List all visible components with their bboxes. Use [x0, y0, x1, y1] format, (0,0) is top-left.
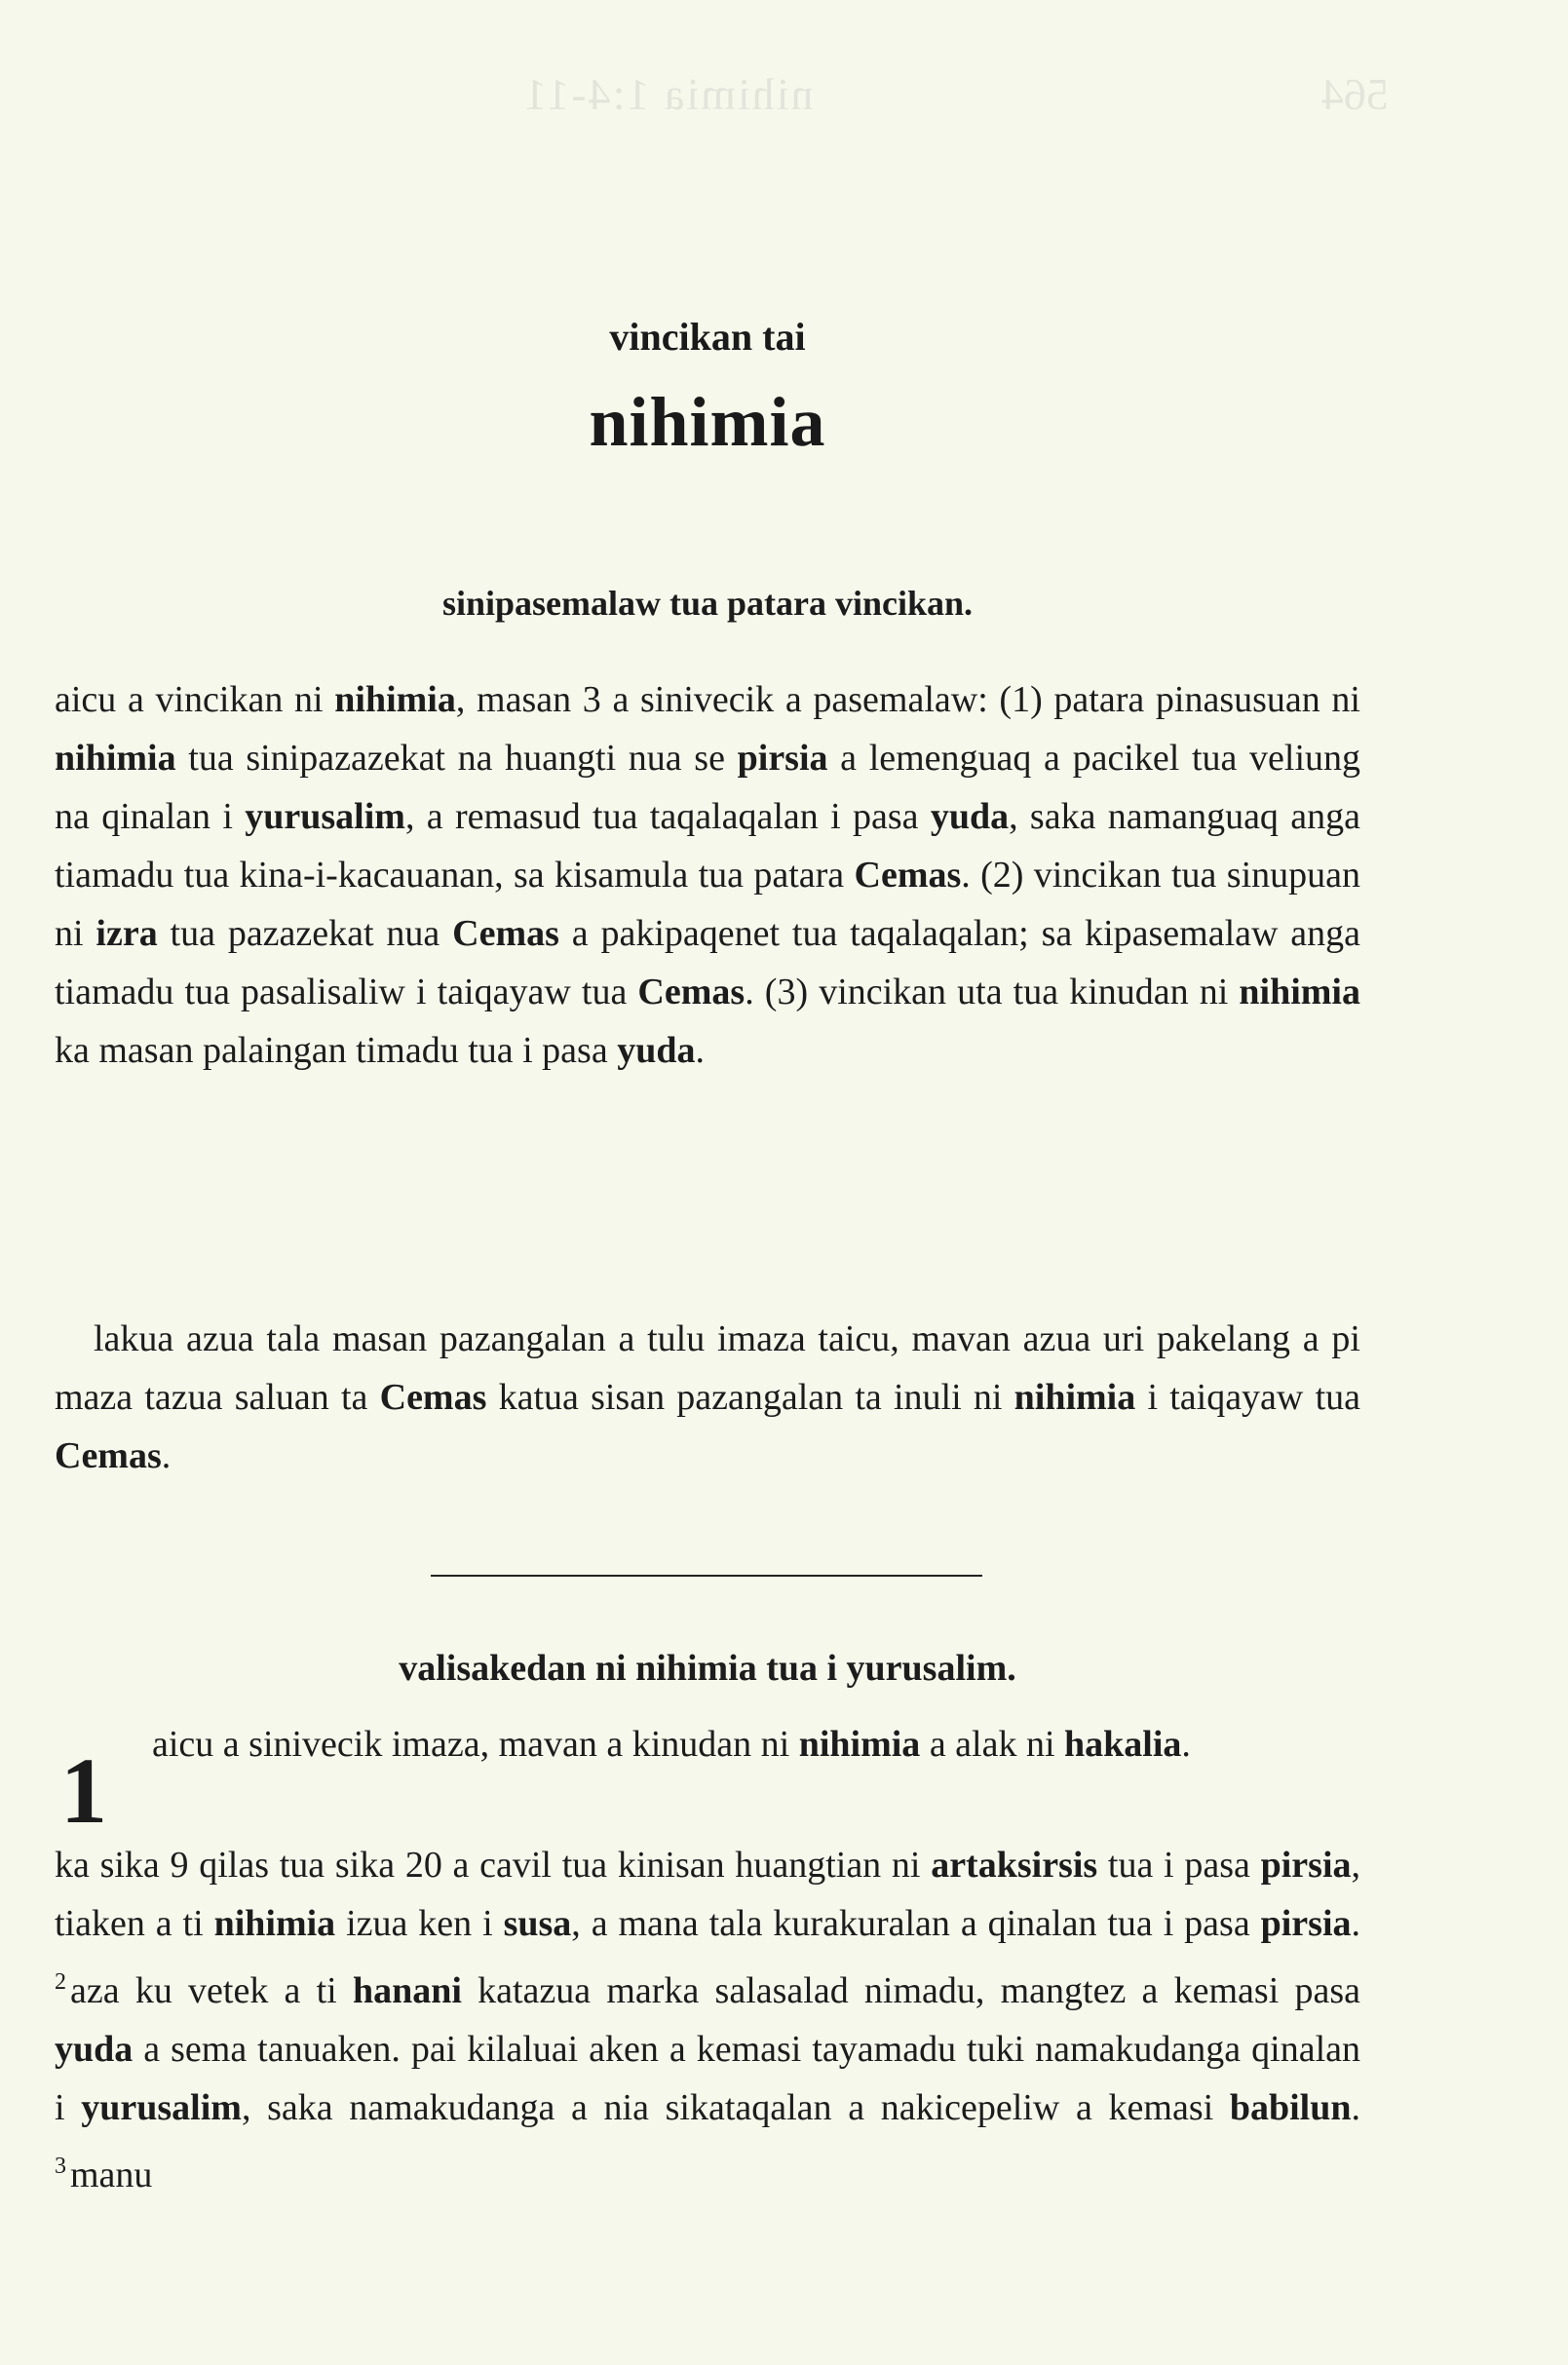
text-run: aicu a sinivecik imaza, mavan a kinudan ni — [152, 1724, 799, 1765]
bold-name: yuda — [930, 796, 1010, 837]
bold-name: yuda — [55, 2029, 134, 2070]
text-run: aza ku vetek a ti — [70, 1970, 353, 2011]
verse-number: 3 — [55, 2154, 66, 2179]
bold-name: yurusalim — [81, 2087, 242, 2128]
text-run: , tiaken a ti — [55, 1845, 1360, 1944]
text-run: . — [695, 1030, 705, 1071]
text-run: tua sinipazazekat na huangti nua se — [175, 738, 738, 779]
text-run: tua pazazekat nua — [157, 913, 453, 954]
bold-name: nihimia — [213, 1903, 336, 1944]
section-heading: valisakedan ni nihimia tua i yurusalim. — [399, 1648, 1016, 1689]
text-run: katazua marka salasalad nimadu, mangtez a kemasi pasa — [461, 1970, 1360, 2011]
text-run: , masan 3 a sinivecik a pasemalaw: (1) patara pinasusuan ni — [455, 679, 1360, 720]
text-run: i taiqayaw tua — [1135, 1377, 1360, 1418]
bold-name: yuda — [617, 1030, 696, 1071]
bold-name: hakalia — [1064, 1724, 1182, 1765]
bold-name: pirsia — [1260, 1845, 1352, 1886]
text-run: , saka namakudanga a nia sikataqalan a nakicepeliw a kemasi — [241, 2087, 1230, 2128]
chapter-paragraph — [55, 1836, 1360, 2204]
bold-name: pirsia — [1260, 1903, 1352, 1944]
bold-name: yurusalim — [245, 796, 405, 837]
intro-heading: sinipasemalaw tua patara vincikan. — [441, 584, 974, 623]
text-run: ka sika 9 qilas tua sika 20 a cavil tua kinisan huangtian ni — [55, 1845, 932, 1886]
text-run: , a remasud tua taqalaqalan i pasa — [404, 796, 931, 837]
intro-paragraph-1 — [55, 670, 1360, 1080]
text-run: . (3) vincikan uta tua kinudan ni — [745, 972, 1240, 1012]
bold-name: Cemas — [452, 913, 559, 954]
bleed-through-header: nihimia 1:4-11 — [522, 69, 814, 119]
text-run: a pakipaqenet tua taqalaqalan; sa kipasemalaw anga tiamadu tua pasalisaliw i taiqayaw tua — [55, 913, 1361, 1012]
bold-name: hanani — [352, 1970, 462, 2011]
verse-1 — [152, 1715, 1360, 1774]
text-run: . — [1181, 1724, 1191, 1765]
bold-name: Cemas — [637, 972, 746, 1012]
book-kicker: vincikan tai — [609, 315, 806, 359]
text-run: . — [1351, 2087, 1360, 2128]
bold-name: nihimia — [798, 1724, 921, 1765]
text-run: tua i pasa — [1097, 1845, 1261, 1886]
page — [55, 0, 1389, 2365]
text-run: ka masan palaingan timadu tua i pasa — [55, 1030, 618, 1071]
text-run: , a mana tala kurakuralan a qinalan tua i pasa — [571, 1903, 1261, 1944]
bold-name: nihimia — [334, 679, 456, 720]
text-run: . (2) vincikan tua sinupuan ni — [55, 855, 1360, 954]
bold-name: nihimia — [55, 738, 176, 779]
chapter-number: 1 — [60, 1738, 107, 1843]
book-title: nihimia — [589, 383, 826, 461]
intro-paragraph-2 — [55, 1310, 1360, 1485]
text-run: , saka namanguaq anga tiamadu tua kina-i-kacauanan, sa kisamula tua patara — [55, 796, 1360, 896]
text-run: izua ken i — [335, 1903, 504, 1944]
text-run: . — [1351, 1903, 1360, 1944]
bold-name: nihimia — [1013, 1377, 1136, 1418]
bold-name: babilun — [1229, 2087, 1352, 2128]
verse-number: 2 — [55, 1969, 66, 1995]
text-run: katua sisan pazangalan ta inuli ni — [486, 1377, 1014, 1418]
section-divider — [431, 1575, 982, 1577]
text-run: a lemenguaq a pacikel tua veliung na qinalan i — [55, 738, 1360, 837]
bold-name: izra — [96, 913, 158, 954]
text-run: lakua azua tala masan pazangalan a tulu imaza taicu, mavan azua uri pakelang a pi maza tazua saluan ta — [55, 1318, 1360, 1418]
text-run: manu — [70, 2155, 153, 2195]
bold-name: artaksirsis — [931, 1845, 1098, 1886]
text-run: . — [161, 1435, 172, 1476]
bold-name: pirsia — [737, 738, 828, 779]
bleed-through-page-number: 564 — [1321, 69, 1389, 119]
text-run: a sema tanuaken. pai kilaluai aken a kemasi tayamadu tuki namakudanga qinalan i — [55, 2029, 1360, 2128]
bold-name: Cemas — [854, 855, 962, 896]
bold-name: susa — [503, 1903, 572, 1944]
bold-name: Cemas — [379, 1377, 487, 1418]
text-run: aicu a vincikan ni — [55, 679, 335, 720]
text-run: a alak ni — [920, 1724, 1065, 1765]
bold-name: Cemas — [55, 1435, 162, 1476]
bold-name: nihimia — [1239, 972, 1360, 1012]
